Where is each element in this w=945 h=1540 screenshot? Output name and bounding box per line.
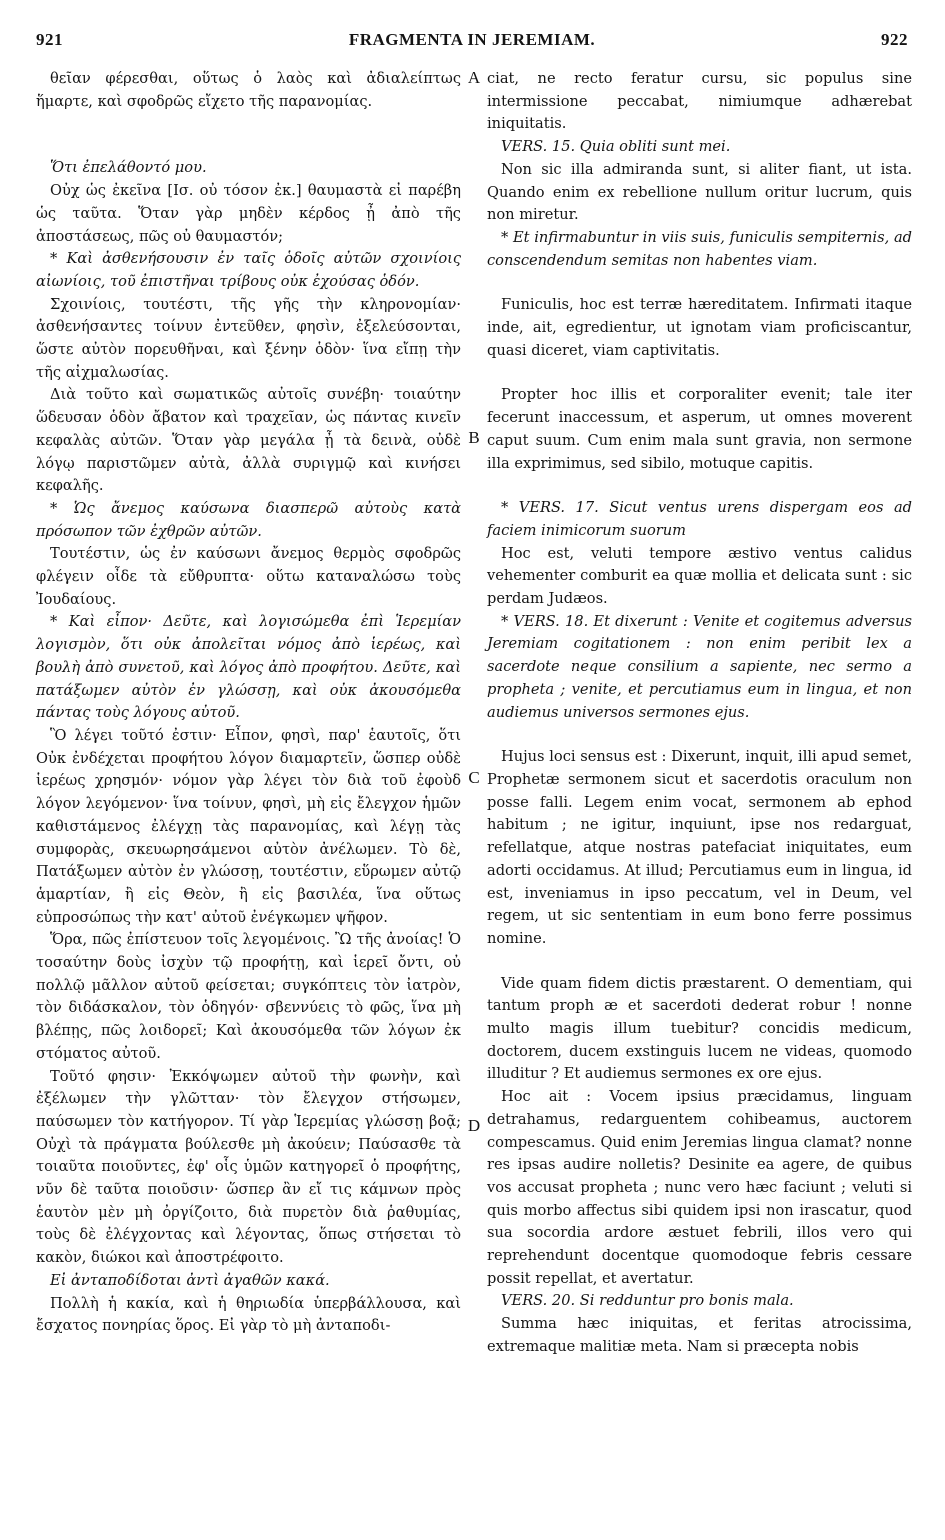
latin-paragraph: Summa hæc iniquitas, et feritas atrocissima, extremaque malitiæ meta. Nam si præcepta nobis [487, 1315, 912, 1355]
greek-lemma: Εἰ ἀνταποδίδοται ἀντὶ ἀγαθῶν κακά. [50, 1271, 330, 1289]
latin-column [487, 68, 912, 1359]
greek-paragraph: Σχοινίοις, τουτέστι, τῆς γῆς τὴν κληρονομίαν· ἀσθενήσαντες τοίνυν ἐντεῦθεν, φησὶν, ἐξελεύσονται, ὥστε αὐτὸν πορευθῆναι, καὶ ξένην ὁδὸν· ἵνα εἴπῃ τὴν τῆς αἰχμαλωσίας. [36, 295, 461, 381]
latin-lemma: * VERS. 17. Sicut ventus urens dispergam eos ad faciem inimicorum suorum [487, 499, 912, 539]
greek-lemma: * Ὡς ἄνεμος καύσωνα διασπερῶ αὐτοὺς κατὰ πρόσωπον τῶν ἐχθρῶν αὐτῶν. [36, 499, 461, 540]
greek-paragraph: Οὐχ ὡς ἐκεῖνα [Ισ. οὐ τόσον ἐκ.] θαυμαστὰ εἰ παρέβη ὡς ταῦτα. Ὅταν γὰρ μηδὲν κέρδος ᾖ ἀπὸ τῆς ἀποστάσεως, πῶς οὐ θαυμαστόν; [36, 182, 461, 245]
latin-paragraph: Hujus loci sensus est : Dixerunt, inquit, illi apud semet, Prophetæ sermonem sicut et sacerdotis oraculum non posse falli. Legem enim vocat, sermonem ab ephod habitum ; ne igitur, inquiunt, ipse nos redarguat, refellatque, atque nostras patefaciat iniquitates, eum adorti occidamus. At illud; Percutiamus eum in lingua, id est, inveniamus in ipso peccatum, vel in Deum, vel regem, ut sic sententiam in eum bono ferre possimus nomine. [487, 748, 912, 947]
running-title: FRAGMENTA IN JEREMIAM. [348, 30, 596, 49]
latin-lemma: VERS. 15. Quia obliti sunt mei. [501, 138, 731, 156]
latin-paragraph: Hoc ait : Vocem ipsius præcidamus, linguam detrahamus, redarguentem cohibeamus, auctorem compescamus. Quid enim Jeremias lingua clamat? nonne res ipsas audire nolletis? Desinite ea agere, de quibus vos accusat propheta ; nunc vero hæc faciunt ; veluti si quis morbo affectus sibi quidem ipsi non irascatur, quod sua socordia ardore æstuet febrili, illos vero qui reprehendunt docentque quomodoque febris cessare possit repellat, et avertatur. [487, 1088, 912, 1287]
greek-lemma: Ὅτι ἐπελάθοντό μου. [50, 159, 207, 177]
greek-paragraph: Τοῦτό φησιν· Ἐκκόψωμεν αὐτοῦ τὴν φωνὴν, καὶ ἐξέλωμεν τὴν γλῶτταν· τὸν ἔλεγχον στήσωμεν, παύσωμεν τὸν κατήγορον. Τί γὰρ Ἱερεμίας γλώσσῃ βοᾷ; Οὐχὶ τὰ πράγματα βούλεσθε μὴ ἀκούειν; Παύσασθε τὰ τοιαῦτα ποιοῦντες, ἐφ' οἷς ὑμῶν κατηγορεῖ ὁ προφήτης, νῦν δὲ ταῦτα ποιοῦσιν· ὥσπερ ἂν εἴ τις κάμνων πρὸς ἑαυτὸν μὲν μὴ ὀργίζοιτο, διὰ πυρετὸν διὰ ῥαθυμίας, τοὺς δὲ ἐλέγχοντας καὶ λέγοντας, ὅπως στήσεται τὸ κακὸν, διώκοι καὶ ἀποστρέφοιτο. [36, 1067, 461, 1267]
greek-paragraph: Διὰ τοῦτο καὶ σωματικῶς αὐτοῖς συνέβη· τοιαύτην ὥδευσαν ὁδὸν ἄβατον καὶ τραχεῖαν, ὡς πάντας κινεῖν κεφαλὰς αὐτῶν. Ὅταν γὰρ μεγάλα ᾖ τὰ δεινὰ, οὐδὲ λόγῳ παριστῶμεν αὐτὰ, ἀλλὰ συριγμῷ καὶ κινήσει κεφαλῆς. [36, 386, 461, 495]
greek-paragraph: Ὅρα, πῶς ἐπίστευον τοῖς λεγομένοις. Ὢ τῆς ἀνοίας! Ὁ τοσαύτην δοὺς ἰσχὺν τῷ προφήτῃ, καὶ ἱερεῖ ὄντι, οὐ πολλῷ μᾶλλον αὐτοῦ φείσεται; συγκόπτεις τὸν ἰατρὸν, τὸν διδάσκαλον, τὸν ὁδηγόν· σβεννύεις τὸ φῶς, ἵνα μὴ βλέπῃς, πῶς λοιδορεῖ; Καὶ ἀκουσόμεθα τῶν λόγων ἐκ στόματος αὐτοῦ. [36, 931, 461, 1062]
latin-lemma: * Et infirmabuntur in viis suis, funiculis sempiternis, ad conscendendum semitas non habentes viam. [487, 228, 912, 269]
page-number-left: 921 [36, 30, 63, 49]
greek-paragraph: Πολλὴ ἡ κακία, καὶ ἡ θηριωδία ὑπερβάλλουσα, καὶ ἔσχατος πονηρίας ὅρος. Εἰ γὰρ τὸ μὴ ἀνταποδι- [36, 1294, 461, 1335]
margin-marker-d: D [467, 1116, 481, 1135]
latin-paragraph: ciat, ne recto feratur cursu, sic populus sine intermissione peccabat, nimiumque adhærebat iniquitatis. [487, 70, 912, 133]
latin-paragraph: Propter hoc illis et corporaliter evenit; tale iter fecerunt inaccessum, et asperum, ut omnes moverent caput suum. Cum enim mala sunt gravia, non sermone illa exprimimus, sed sibilo, motuque capitis. [487, 386, 912, 472]
greek-column [36, 68, 461, 1338]
greek-lemma: * Καὶ εἶπον· Δεῦτε, καὶ λογισώμεθα ἐπὶ Ἱερεμίαν λογισμὸν, ὅτι οὐκ ἀπολεῖται νόμος ἀπὸ ἱερέως, καὶ βουλὴ ἀπὸ συνετοῦ, καὶ λόγος ἀπὸ προφήτου. Δεῦτε, καὶ πατάξωμεν αὐτὸν ἐν γλώσσῃ, καὶ οὐκ ἀκουσόμεθα πάντας τοὺς λόγους αὐτοῦ. [36, 613, 461, 722]
page-number-right: 922 [881, 30, 908, 49]
margin-marker-b: B [468, 428, 480, 447]
latin-paragraph: Funiculis, hoc est terræ hæreditatem. Infirmati itaque inde, ait, egredientur, ut ignotam viam proficiscantur, quasi diceret, viam captivitatis. [487, 296, 912, 359]
latin-paragraph: Hoc est, veluti tempore æstivo ventus calidus vehementer comburit ea quæ mollia et delicata sunt : sic perdam Judæos. [487, 544, 912, 608]
latin-paragraph: Vide quam fidem dictis præstarent. O dementiam, qui tantum proph æ et sacerdoti dederat robur ! nonne multo magis illum tuebitur? concidis medicum, doctorem, ducem exstinguis lucem ne videas, quomodo illuditur ? Et audiemus sermones ex ore ejus. [487, 974, 912, 1083]
latin-lemma: * VERS. 18. Et dixerunt : Venite et cogitemus adversus Jeremiam cogitationem : non enim peribit lex a sacerdote neque consilium a sapiente, nec sermo a propheta ; venite, et percutiamus eum in lingua, et non audiemus universos sermones ejus. [487, 612, 912, 721]
latin-lemma: VERS. 20. Si redduntur pro bonis mala. [501, 1292, 794, 1310]
greek-paragraph: Τουτέστιν, ὡς ἐν καύσωνι ἄνεμος θερμὸς σφοδρῶς φλέγειν οἶδε τὰ εὔθρυπτα· οὕτω καταναλώσω τοὺς Ἰουδαίους. [36, 545, 461, 608]
greek-paragraph: Ὃ λέγει τοῦτό ἐστιν· Εἶπον, φησὶ, παρ' ἑαυτοῖς, ὅτι Οὐκ ἐνδέχεται προφήτου λόγον διαμαρτεῖν, ὥσπερ οὐδὲ ἱερέως χρησμόν· νόμον γὰρ λέγει τὸν διὰ τοῦ ἐφοὺδ λόγον λεγόμενον· ἵνα τοίνυν, φησὶ, μὴ εἰς ἔλεγχον ἡμῶν καθιστάμενος ἐλέγχῃ τὰς παρανομίας, καὶ λέγῃ τὰς συμφορὰς, σκευωρησάμενοι αὐτὸν ἀνέλωμεν. Τὸ δὲ, Πατάξωμεν αὐτὸν ἐν γλώσσῃ, τουτέστιν, εὕρωμεν αὐτῷ ἁμαρτίαν, ἢ εἰς Θεὸν, ἢ εἰς βασιλέα, ἵνα οὕτως εὐπροσώπως τὴν κατ' αὐτοῦ ἐνέγκωμεν ψῆφον. [36, 726, 461, 926]
running-header [36, 30, 908, 60]
greek-paragraph: θεῖαν φέρεσθαι, οὕτως ὁ λαὸς καὶ ἀδιαλείπτως ἥμαρτε, καὶ σφοδρῶς εἴχετο τῆς παρανομίας. [36, 70, 461, 110]
latin-paragraph: Non sic illa admiranda sunt, si aliter fiant, ut ista. Quando enim ex rebellione nullum oritur lucrum, quis non miretur. [487, 160, 912, 224]
greek-lemma: * Καὶ ἀσθενήσουσιν ἐν ταῖς ὁδοῖς αὐτῶν σχοινίοις αἰωνίοις, τοῦ ἐπιστῆναι τρίβους οὐκ ἐχούσας ὁδόν. [36, 250, 461, 290]
margin-marker-a: A [467, 68, 481, 87]
margin-marker-c: C [468, 768, 480, 787]
